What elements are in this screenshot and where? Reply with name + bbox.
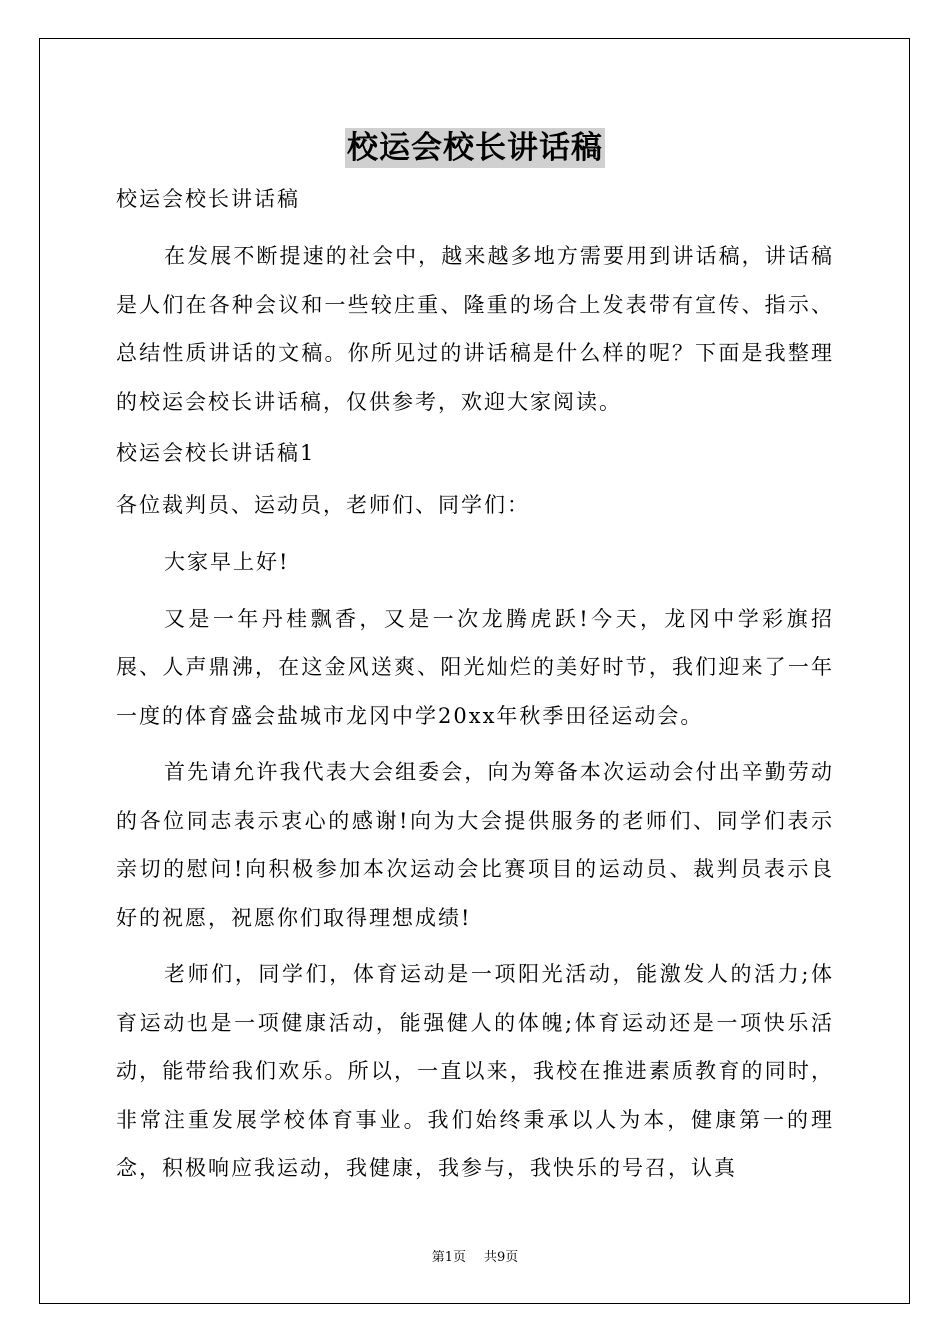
paragraph-section-heading: 校运会校长讲话稿1	[116, 441, 316, 465]
paragraph-thanks: 首先请允许我代表大会组委会，向为筹备本次运动会付出辛勤劳动的各位同志表示衷心的感谢!向为大会提供服务的老师们、同学们表示亲切的慰问!向积极参加本次运动会比赛项目的运动员、裁判员表示良好的祝愿，祝愿你们取得理想成绩!	[116, 760, 834, 930]
document-body	[116, 180, 834, 1193]
paragraph-intro: 在发展不断提速的社会中，越来越多地方需要用到讲话稿，讲话稿是人们在各种会议和一些较庄重、隆重的场合上发表带有宣传、指示、总结性质讲话的文稿。你所见过的讲话稿是什么样的呢？下面是我整理的校运会校长讲话稿，仅供参考，欢迎大家阅读。	[116, 244, 834, 414]
paragraph-sports: 老师们，同学们，体育运动是一项阳光活动，能激发人的活力;体育运动也是一项健康活动，能强健人的体魄;体育运动还是一项快乐活动，能带给我们欢乐。所以，一直以来，我校在推进素质教育的同时，非常注重发展学校体育事业。我们始终秉承以人为本，健康第一的理念，积极响应我运动，我健康，我参与，我快乐的号召，认真	[116, 962, 834, 1180]
page-footer	[0, 1246, 950, 1265]
paragraph-subtitle: 校运会校长讲话稿	[116, 187, 300, 211]
title-wrap	[0, 128, 950, 168]
page-number: 第1页	[431, 1250, 466, 1265]
paragraph-greeting: 大家早上好!	[164, 550, 290, 574]
page-total: 共9页	[484, 1250, 519, 1265]
paragraph-opening: 又是一年丹桂飘香，又是一次龙腾虎跃!今天，龙冈中学彩旗招展、人声鼎沸，在这金风送爽、阳光灿烂的美好时节，我们迎来了一年一度的体育盛会盐城市龙冈中学20xx年秋季田径运动会。	[116, 606, 834, 728]
paragraph-salutation: 各位裁判员、运动员，老师们、同学们：	[116, 493, 530, 517]
document-title: 校运会校长讲话稿	[347, 130, 603, 166]
